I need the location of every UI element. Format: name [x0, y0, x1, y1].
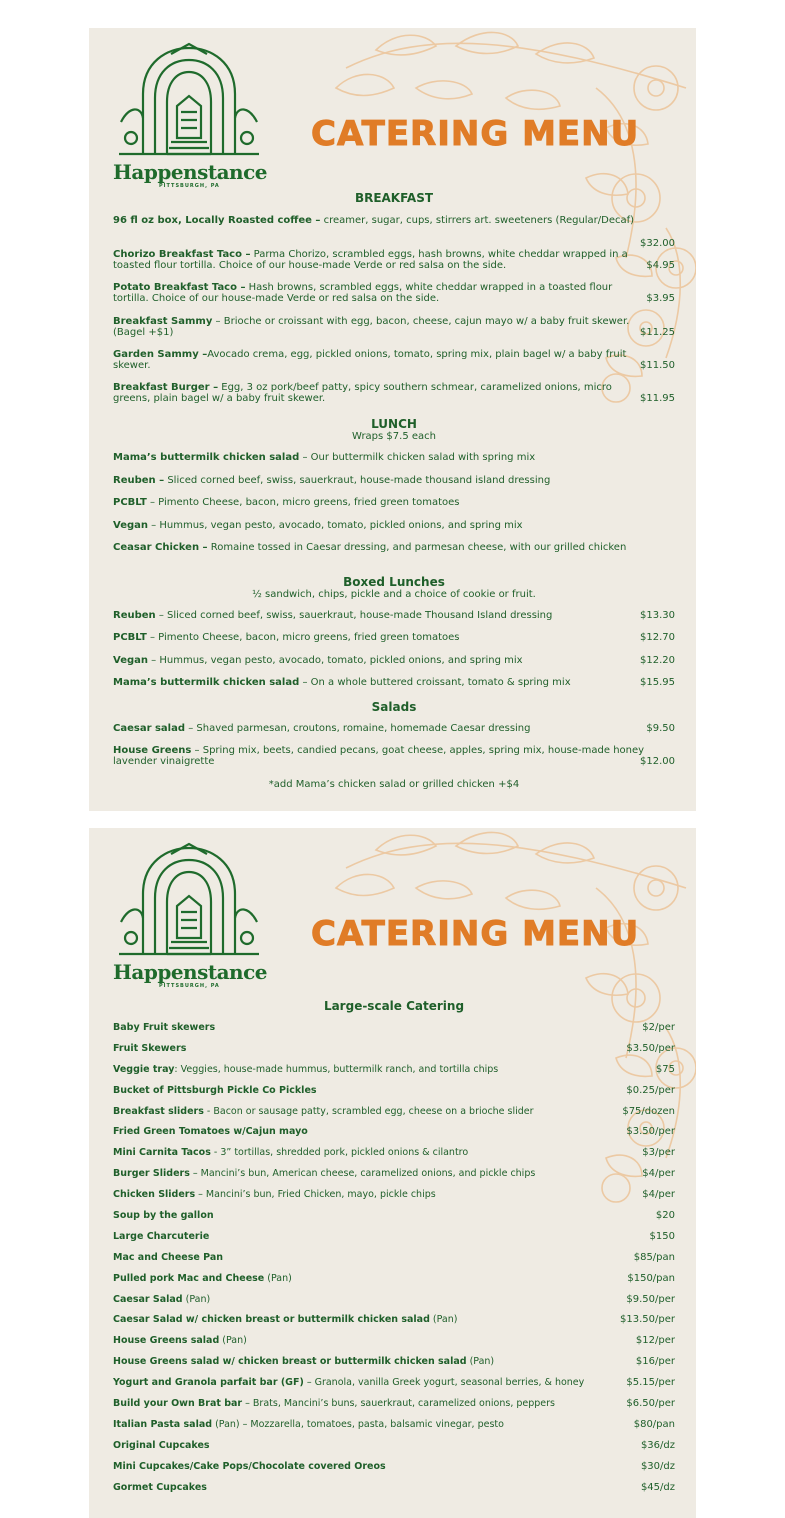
item-price: $13.50/per [620, 1314, 675, 1326]
item-price: $11.25 [640, 327, 675, 338]
item-price: $12.00 [640, 756, 675, 767]
catering-item: Fruit Skewers $3.50/per [113, 1042, 675, 1054]
item-price: $85/pan [633, 1251, 675, 1263]
item-price: $15.95 [640, 676, 675, 688]
lunch-section [113, 417, 675, 443]
brand-location: PITTSBURGH, PA [159, 183, 220, 189]
lunch-item: PCBLT – Pimento Cheese, bacon, micro greens, fried green tomatoes [113, 497, 460, 508]
catering-item: Breakfast sliders - Bacon or sausage patty, scrambled egg, cheese on a brioche slider $75/dozen [113, 1105, 675, 1117]
menu-page-2 [89, 828, 696, 1518]
catering-item: House Greens salad (Pan) $12/per [113, 1335, 675, 1347]
boxed-lunches-heading: Boxed Lunches [343, 575, 445, 589]
lunch-subheading: Wraps $7.5 each [352, 431, 436, 442]
boxed-list [113, 610, 675, 699]
catering-item: Gormet Cupcakes $45/dz [113, 1481, 675, 1493]
catering-item: Baby Fruit skewers $2/per [113, 1022, 675, 1033]
item-price: $75 [655, 1063, 675, 1075]
catering-item: Soup by the gallon $20 [113, 1210, 675, 1222]
item-price: $16/per [635, 1356, 675, 1368]
breakfast-section [113, 191, 675, 205]
salad-item: Caesar salad – Shaved parmesan, croutons, romaine, homemade Caesar dressing $9.50 [113, 723, 675, 734]
catering-item: Large Charcuterie $150 [113, 1230, 675, 1242]
menu-title: CATERING MENU [311, 114, 640, 154]
catering-item: Chicken Sliders – Mancini’s bun, Fried Chicken, mayo, pickle chips $4/per [113, 1189, 675, 1201]
lunch-list [113, 452, 675, 565]
salads-section [113, 700, 675, 714]
menu-page-1 [89, 28, 696, 811]
item-price: $150/pan [627, 1272, 675, 1284]
catering-item: Caesar Salad (Pan) $9.50/per [113, 1293, 675, 1305]
item-price: $36/dz [640, 1439, 675, 1451]
breakfast-item: Chorizo Breakfast Taco – Parma Chorizo, scrambled eggs, hash browns, white cheddar wrapped in a toasted flour tortilla. Choice of our house-made Verde or red salsa on the side. $4.95 [113, 249, 675, 271]
breakfast-heading: BREAKFAST [354, 191, 434, 205]
item-price: $32.00 [640, 238, 675, 249]
item-price: $3/per [642, 1147, 675, 1159]
catering-item: House Greens salad w/ chicken breast or buttermilk chicken salad (Pan) $16/per [113, 1356, 675, 1368]
item-price: $4/per [642, 1168, 675, 1180]
happenstance-logo [111, 42, 273, 192]
item-price: $12/per [635, 1335, 675, 1347]
salads-heading: Salads [371, 700, 417, 714]
catering-item: Yogurt and Granola parfait bar (GF) – Granola, vanilla Greek yogurt, seasonal berries, & honey $5.15/per [113, 1377, 675, 1389]
item-price: $30/dz [640, 1460, 675, 1472]
menu-title: CATERING MENU [311, 914, 640, 954]
lunch-item: Ceasar Chicken – Romaine tossed in Caesar dressing, and parmesan cheese, with our grilled chicken [113, 542, 627, 553]
breakfast-item: Garden Sammy –Avocado crema, egg, pickled onions, tomato, spring mix, plain bagel w/ a baby fruit skewer. $11.50 [113, 349, 675, 371]
catering-item: Mini Cupcakes/Cake Pops/Chocolate covered Oreos $30/dz [113, 1460, 675, 1472]
lunch-item: Mama’s buttermilk chicken salad – Our buttermilk chicken salad with spring mix [113, 452, 536, 463]
breakfast-item: Potato Breakfast Taco – Hash browns, scrambled eggs, white cheddar wrapped in a toasted flour tortilla. Choice of our house-made Verde or red salsa on the side. $3.95 [113, 282, 675, 304]
brand-name: Happenstance [113, 160, 267, 184]
item-price: $11.95 [640, 393, 675, 404]
item-price: $6.50/per [626, 1398, 675, 1410]
catering-item: Burger Sliders – Mancini’s bun, American cheese, caramelized onions, and pickle chips $4/per [113, 1168, 675, 1180]
lunch-item: Vegan – Hummus, vegan pesto, avocado, tomato, pickled onions, and spring mix [113, 519, 523, 531]
item-price: $5.15/per [626, 1377, 675, 1389]
catering-item: Italian Pasta salad (Pan) – Mozzarella, tomatoes, pasta, balsamic vinegar, pesto $80/pan [113, 1418, 675, 1430]
catering-item: Bucket of Pittsburgh Pickle Co Pickles $0.25/per [113, 1084, 675, 1096]
breakfast-item: Breakfast Burger – Egg, 3 oz pork/beef patty, spicy southern schmear, caramelized onions, micro greens, plain bagel w/ a baby fruit skewer. $11.95 [113, 382, 675, 404]
boxed-item: Vegan – Hummus, vegan pesto, avocado, tomato, pickled onions, and spring mix $12.20 [113, 654, 675, 666]
item-price: $80/pan [633, 1418, 675, 1430]
item-price: $9.50/per [626, 1293, 675, 1305]
item-price: $75/dozen [622, 1105, 675, 1117]
item-price: $11.50 [640, 360, 675, 371]
lunch-heading: LUNCH [371, 417, 417, 431]
item-price: $0.25/per [626, 1084, 675, 1096]
item-price: $12.20 [640, 654, 675, 666]
happenstance-logo [111, 842, 273, 992]
item-price: $12.70 [640, 632, 675, 644]
boxed-item: PCBLT – Pimento Cheese, bacon, micro greens, fried green tomatoes $12.70 [113, 632, 675, 644]
item-price: $9.50 [646, 723, 675, 734]
item-price: $4/per [642, 1189, 675, 1201]
salad-item: House Greens – Spring mix, beets, candied pecans, goat cheese, apples, spring mix, house-made honey lavender vinaigrette $12.00 [113, 745, 675, 767]
boxed-item: Reuben – Sliced corned beef, swiss, sauerkraut, house-made Thousand Island dressing $13.30 [113, 610, 675, 621]
brand-name: Happenstance [113, 960, 267, 984]
item-price: $4.95 [646, 260, 675, 271]
item-price: $45/dz [640, 1481, 675, 1493]
catering-item: Veggie tray: Veggies, house-made hummus, buttermilk ranch, and tortilla chips $75 [113, 1063, 675, 1075]
item-price: $20 [655, 1210, 675, 1222]
brand-location: PITTSBURGH, PA [159, 983, 220, 989]
large-scale-list [113, 1022, 675, 1502]
catering-item: Mini Carnita Tacos - 3” tortillas, shredded pork, pickled onions & cilantro $3/per [113, 1147, 675, 1159]
catering-item: Build your Own Brat bar – Brats, Mancini’s buns, sauerkraut, caramelized onions, peppers $6.50/per [113, 1398, 675, 1410]
large-scale-heading: Large-scale Catering [323, 999, 465, 1013]
large-scale-section [113, 999, 675, 1013]
boxed-item: Mama’s buttermilk chicken salad – On a whole buttered croissant, tomato & spring mix $15.95 [113, 676, 675, 688]
item-price: $2/per [642, 1022, 675, 1033]
catering-item: Fried Green Tomatoes w/Cajun mayo $3.50/per [113, 1126, 675, 1138]
catering-item: Mac and Cheese Pan $85/pan [113, 1251, 675, 1263]
breakfast-item: 96 fl oz box, Locally Roasted coffee – creamer, sugar, cups, stirrers art. sweeteners (Regular/Decaf) $32.00 [113, 215, 675, 249]
catering-item: Caesar Salad w/ chicken breast or buttermilk chicken salad (Pan) $13.50/per [113, 1314, 675, 1326]
item-price: $3.50/per [626, 1126, 675, 1138]
item-price: $3.50/per [626, 1042, 675, 1054]
item-price: $3.95 [646, 293, 675, 304]
item-price: $13.30 [640, 610, 675, 621]
breakfast-item: Breakfast Sammy – Brioche or croissant with egg, bacon, cheese, cajun mayo w/ a baby fruit skewer. (Bagel +$1) $11.25 [113, 316, 675, 338]
salads-note: *add Mama’s chicken salad or grilled chicken +$4 [268, 779, 520, 790]
item-price: $150 [649, 1230, 675, 1242]
catering-item: Original Cupcakes $36/dz [113, 1439, 675, 1451]
lunch-item: Reuben – Sliced corned beef, swiss, sauerkraut, house-made thousand island dressing [113, 474, 551, 486]
catering-item: Pulled pork Mac and Cheese (Pan) $150/pan [113, 1272, 675, 1284]
boxed-lunches-section [113, 575, 675, 601]
boxed-lunches-subheading: ½ sandwich, chips, pickle and a choice of cookie or fruit. [252, 589, 536, 600]
